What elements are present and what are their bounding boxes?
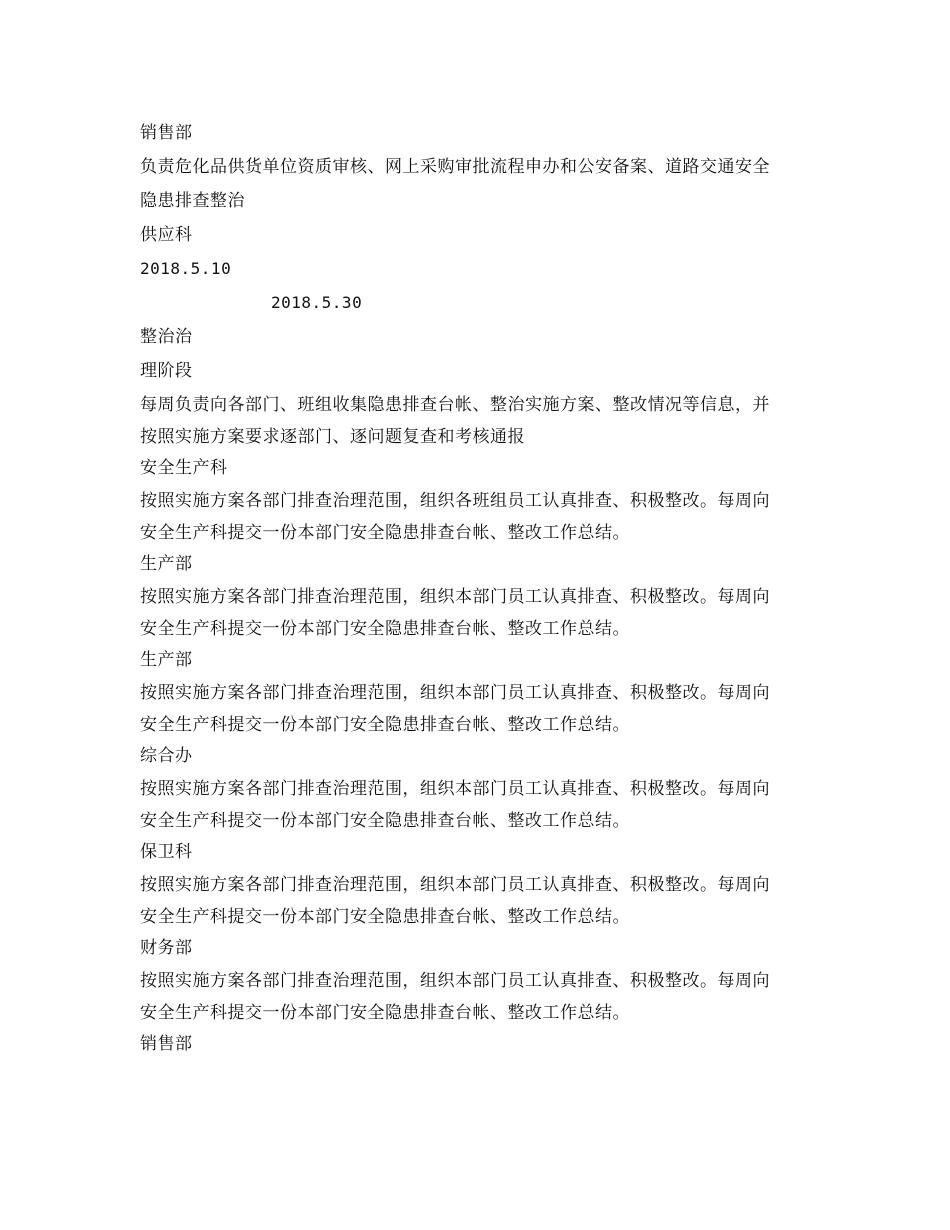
duty-text: 安全生产科提交一份本部门安全隐患排查台帐、整改工作总结。 [140, 811, 630, 831]
dept-label-security: 保卫科 [140, 842, 193, 862]
duty-text: 按照实施方案各部门排查治理范围，组织本部门员工认真排查、积极整改。每周向 [140, 779, 770, 799]
duty-text: 安全生产科提交一份本部门安全隐患排查台帐、整改工作总结。 [140, 523, 630, 543]
dept-label-supply: 供应科 [140, 225, 193, 245]
document-body [140, 116, 820, 1060]
duty-text: 按照实施方案各部门排查治理范围，组织各班组员工认真排查、积极整改。每周向 [140, 491, 770, 511]
duty-text: 安全生产科提交一份本部门安全隐患排查台帐、整改工作总结。 [140, 1003, 630, 1023]
duty-text: 按照实施方案各部门排查治理范围，组织本部门员工认真排查、积极整改。每周向 [140, 971, 770, 991]
start-date: 2018.5.10 [140, 259, 232, 278]
dept-label-sales: 销售部 [140, 1034, 193, 1054]
duty-text: 按照实施方案各部门排查治理范围，组织本部门员工认真排查、积极整改。每周向 [140, 587, 770, 607]
dept-label-safety: 安全生产科 [140, 458, 228, 478]
duty-text: 安全生产科提交一份本部门安全隐患排查台帐、整改工作总结。 [140, 907, 630, 927]
duty-text: 隐患排查整治 [140, 191, 245, 211]
duty-text: 每周负责向各部门、班组收集隐患排查台帐、整治实施方案、整改情况等信息，并 [140, 395, 770, 415]
duty-text: 按照实施方案各部门排查治理范围，组织本部门员工认真排查、积极整改。每周向 [140, 875, 770, 895]
duty-text: 安全生产科提交一份本部门安全隐患排查台帐、整改工作总结。 [140, 619, 630, 639]
dept-label-sales: 销售部 [140, 123, 193, 143]
duty-text: 按照实施方案各部门排查治理范围，组织本部门员工认真排查、积极整改。每周向 [140, 683, 770, 703]
duty-text: 负责危化品供货单位资质审核、网上采购审批流程申办和公安备案、道路交通安全 [140, 157, 770, 177]
phase-label: 整治治 [140, 327, 193, 347]
duty-text: 按照实施方案要求逐部门、逐问题复查和考核通报 [140, 427, 525, 447]
phase-label: 理阶段 [140, 361, 193, 381]
duty-text: 安全生产科提交一份本部门安全隐患排查台帐、整改工作总结。 [140, 715, 630, 735]
dept-label-production: 生产部 [140, 554, 193, 574]
end-date: 2018.5.30 [271, 293, 363, 312]
dept-label-finance: 财务部 [140, 938, 193, 958]
dept-label-general-office: 综合办 [140, 746, 193, 766]
dept-label-production: 生产部 [140, 650, 193, 670]
